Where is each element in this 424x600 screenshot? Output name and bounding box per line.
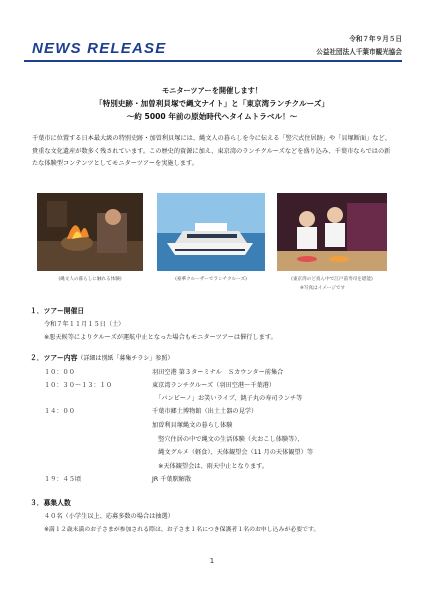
schedule-item: 東京湾ランチクルーズ（羽田空港～千葉港） [152, 382, 276, 389]
fire-photo [37, 193, 143, 271]
section-heading: １．ツアー開催日 [30, 307, 85, 315]
page-number: 1 [209, 557, 215, 565]
weather-note: ※悪天候等によりクルーズが運航中止となった場合もモニターツアーは催行します。 [44, 334, 277, 341]
header-divider [24, 60, 402, 62]
news-release-title: NEWS RELEASE [32, 40, 167, 57]
organization-name: 公益社団法人千葉市観光協会 [316, 48, 402, 56]
photo-note: ※写真はイメージです [300, 286, 346, 291]
intro-paragraph: 千葉市に位置する日本最大級の特別史跡・加曽利貝塚には、縄文人の暮らしを今に伝える「竪穴式住居跡」や「貝塚断面」など、貴重な文化遺産が数多く残されています。この歴史的資源に加え、東京湾のランチクルーズなどを盛り込み、千葉市ならではの新たな体験型コンテンツとしてモニターツアーを実施します。 [32, 135, 391, 167]
section-heading: ３．募集人数 [30, 499, 71, 507]
schedule-item: 加曽利貝塚縄文の暮らし体験 [152, 422, 233, 429]
headline: モニターツアーを開催します！ [161, 86, 263, 95]
subheadline: 「特別史跡・加曽利貝塚で縄文ナイト」と「東京湾ランチクルーズ」 [95, 99, 329, 108]
cruiser-photo [157, 193, 265, 271]
schedule-item: 竪穴住居の中で縄文の生活体験（火おこし体験等）、 [152, 436, 304, 443]
schedule-time: １９：４５頃 [44, 476, 82, 483]
schedule-item: 「バンビーノ」お笑いライブ、銚子丸の寿司ランチ等 [152, 395, 303, 402]
schedule-item: 縄文グルメ（軽食）、天体観望会（11 月の天体観望）等 [152, 449, 314, 456]
section-heading [30, 352, 173, 362]
sushi-photo [277, 193, 387, 271]
section-heading-label: ２．ツアー内容 [30, 354, 78, 362]
photo-caption: (東京湾のど真ん中で江戸前寿司を堪能) [291, 277, 373, 282]
schedule-item: 千葉市郷土博物館（出土土器の見学） [152, 408, 258, 415]
schedule-time: １４：００ [44, 408, 75, 415]
schedule-item: JR 千葉駅解散 [152, 476, 192, 483]
children-note: ※満１２歳未満のお子さまが参加される際は、お子さま１名につき保護者１名のお申し込みが必要です。 [44, 527, 320, 533]
schedule-time: １０：３０～１３：１０ [44, 382, 113, 389]
schedule-time: １０：００ [44, 369, 75, 376]
participant-count: ４０名（小学生以上、応募多数の場合は抽選） [44, 513, 174, 520]
release-date: 令和７年９月５日 [349, 35, 402, 43]
photo-caption: (豪華クルーザーでランチクルーズ) [175, 277, 247, 282]
schedule-item: 羽田空港 第３ターミナル Ｓカウンター前集合 [152, 369, 284, 376]
tagline: ～約 5000 年前の原始時代へタイムトラベル！～ [126, 112, 298, 121]
photo-caption: (縄文人の暮らしに触れる体験) [58, 277, 122, 282]
schedule-item: ※天体観望会は、雨天中止となります。 [152, 463, 269, 470]
tour-date: 令和７年１１月１５日（土） [44, 321, 125, 328]
section-subheading: （詳細は別紙「募集チラシ」参照） [77, 355, 174, 362]
